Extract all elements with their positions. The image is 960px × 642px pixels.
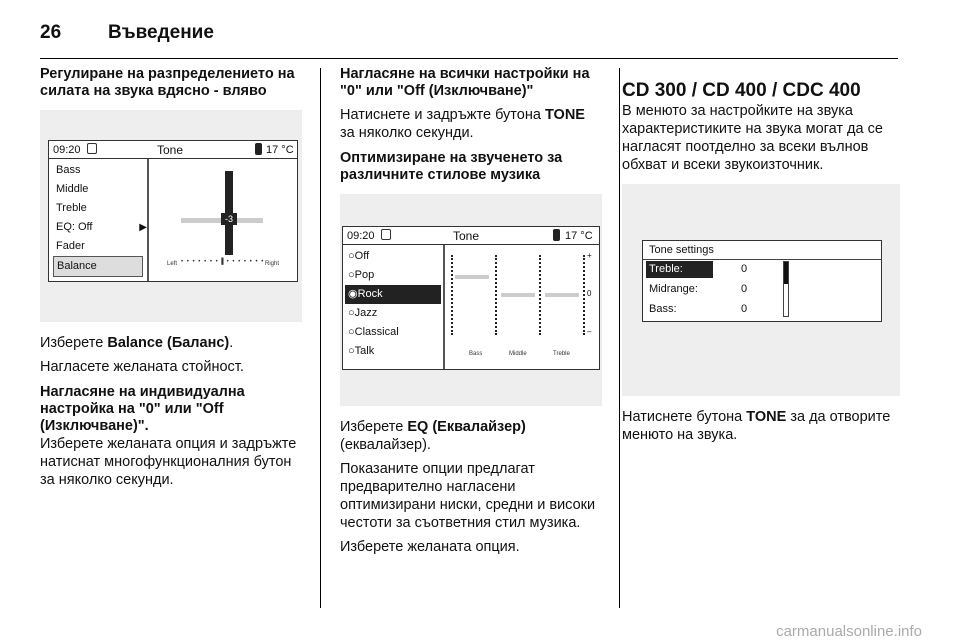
cd-description: В менюто за настройките на звука характеристиките на звука могат да се нагласят поотделно за всеки вълнов обхват и всеки звукоизточник. — [622, 103, 883, 173]
eq-screen — [342, 226, 600, 370]
balance-screen — [48, 140, 298, 282]
column-divider-1 — [320, 68, 321, 608]
screen-divider — [443, 245, 445, 369]
menu-item[interactable]: Fader — [56, 240, 85, 252]
screen-divider — [147, 159, 149, 281]
tone-menu — [53, 161, 147, 277]
eq-column-bass — [451, 255, 455, 335]
tone-row-value: 0 — [741, 283, 748, 295]
eq-plus: + — [587, 251, 592, 260]
tone-settings-screen — [642, 240, 882, 322]
adjust-text: Нагласете желаната стойност. — [40, 359, 244, 375]
tone-row-value: 0 — [741, 303, 748, 315]
thermometer-icon — [255, 143, 262, 155]
screen-title: Tone — [157, 143, 184, 157]
individual-reset-heading: Нагласяне на индивидуална настройка на "0" или "Off (Изключване)". — [40, 384, 245, 434]
reset-all-heading: Нагласяне на всички настройки на "0" или "Off (Изключване)" — [340, 66, 590, 99]
eq-column-mid-2 — [539, 255, 543, 335]
tone-settings-rule — [643, 259, 881, 260]
eq-column-mid-1 — [495, 255, 499, 335]
eq-option[interactable]: ○Pop — [348, 269, 375, 281]
balance-figure — [40, 110, 302, 322]
left-label: Left — [167, 261, 178, 267]
clock-icon — [87, 143, 97, 154]
eq-select-text: Изберете желаната опция. — [340, 539, 520, 555]
screen-title: Tone — [453, 229, 480, 243]
tone-settings-figure — [622, 184, 900, 396]
column-3 — [622, 80, 907, 444]
tone-scrollbar-thumb[interactable] — [784, 262, 788, 284]
balance-scale: • • • • • • • ▌• • • • • • • — [181, 259, 265, 265]
balance-value: -3 — [221, 213, 237, 225]
tone-row-value: 0 — [741, 263, 748, 275]
eq-level-bass — [455, 275, 489, 279]
select-balance-text: Изберете Balance (Баланс). — [40, 335, 234, 351]
tone-scrollbar[interactable] — [783, 261, 789, 317]
tone-row-label: Midrange: — [649, 283, 698, 295]
page-number: 26 — [40, 22, 62, 43]
eq-option[interactable]: ○Classical — [348, 326, 399, 338]
arrow-right-icon: ▶ — [139, 222, 147, 233]
tone-settings-title: Tone settings — [649, 244, 714, 256]
menu-item[interactable]: Treble — [56, 202, 87, 214]
eq-zero: 0 — [587, 289, 592, 298]
screen-status-bar — [49, 141, 297, 159]
screen-time: 09:20 — [53, 144, 81, 156]
eq-description: Показаните опции предлагат предварително нагласени оптимизирани ниски, средни и високи честоти за съответния стил музика. — [340, 461, 596, 531]
screen-temp: 17 °C — [565, 230, 593, 242]
tone-row-selected[interactable]: Treble: — [646, 261, 713, 278]
eq-heading: Оптимизиране на звученето за различните стилове музика — [340, 150, 563, 183]
eq-option-selected[interactable]: ◉Rock — [345, 285, 441, 304]
eq-figure — [340, 194, 602, 406]
footer-watermark: carmanualsonline.info — [776, 623, 922, 640]
right-label: Right — [265, 261, 280, 267]
screen-time: 09:20 — [347, 230, 375, 242]
tone-row-label: Bass: — [649, 303, 677, 315]
menu-item[interactable]: Middle — [56, 183, 89, 195]
eq-minus: – — [587, 327, 592, 336]
thermometer-icon — [553, 229, 560, 241]
eq-level-mid — [501, 293, 535, 297]
press-tone-text: Натиснете бутона TONE за да отворите менюто на звука. — [622, 409, 891, 443]
header-rule — [40, 58, 898, 59]
menu-item[interactable]: EQ: Off ▶ — [53, 218, 143, 237]
column-1 — [40, 66, 302, 489]
individual-reset-text: Изберете желаната опция и задръжте натиснат многофункционалния бутон за няколко секунди. — [40, 436, 297, 488]
eq-option[interactable]: ○Jazz — [348, 307, 378, 319]
screen-status-bar — [343, 227, 599, 245]
page-title: Въведение — [108, 22, 214, 43]
eq-options — [345, 247, 441, 361]
eq-option[interactable]: ○Off — [348, 250, 370, 262]
cd-heading: CD 300 / CD 400 / CDC 400 — [622, 80, 861, 101]
menu-item-selected[interactable]: Balance — [53, 256, 143, 277]
band-label-treble: Treble — [553, 351, 570, 357]
eq-level-treble — [545, 293, 579, 297]
clock-icon — [381, 229, 391, 240]
screen-temp: 17 °C — [266, 144, 294, 156]
column-2 — [340, 66, 602, 556]
select-eq-text: Изберете EQ (Еквалайзер) (еквалайзер). — [340, 419, 526, 453]
band-label-bass: Bass — [469, 351, 483, 357]
column-divider-2 — [619, 68, 620, 608]
eq-option[interactable]: ○Talk — [348, 345, 375, 357]
reset-all-text: Натиснете и задръжте бутона TONE за няколко секунди. — [340, 107, 585, 141]
band-label-middle: Middle — [509, 351, 527, 357]
balance-heading: Регулиране на разпределението на силата на звука вдясно - вляво — [40, 66, 295, 99]
menu-item[interactable]: Bass — [56, 164, 81, 176]
